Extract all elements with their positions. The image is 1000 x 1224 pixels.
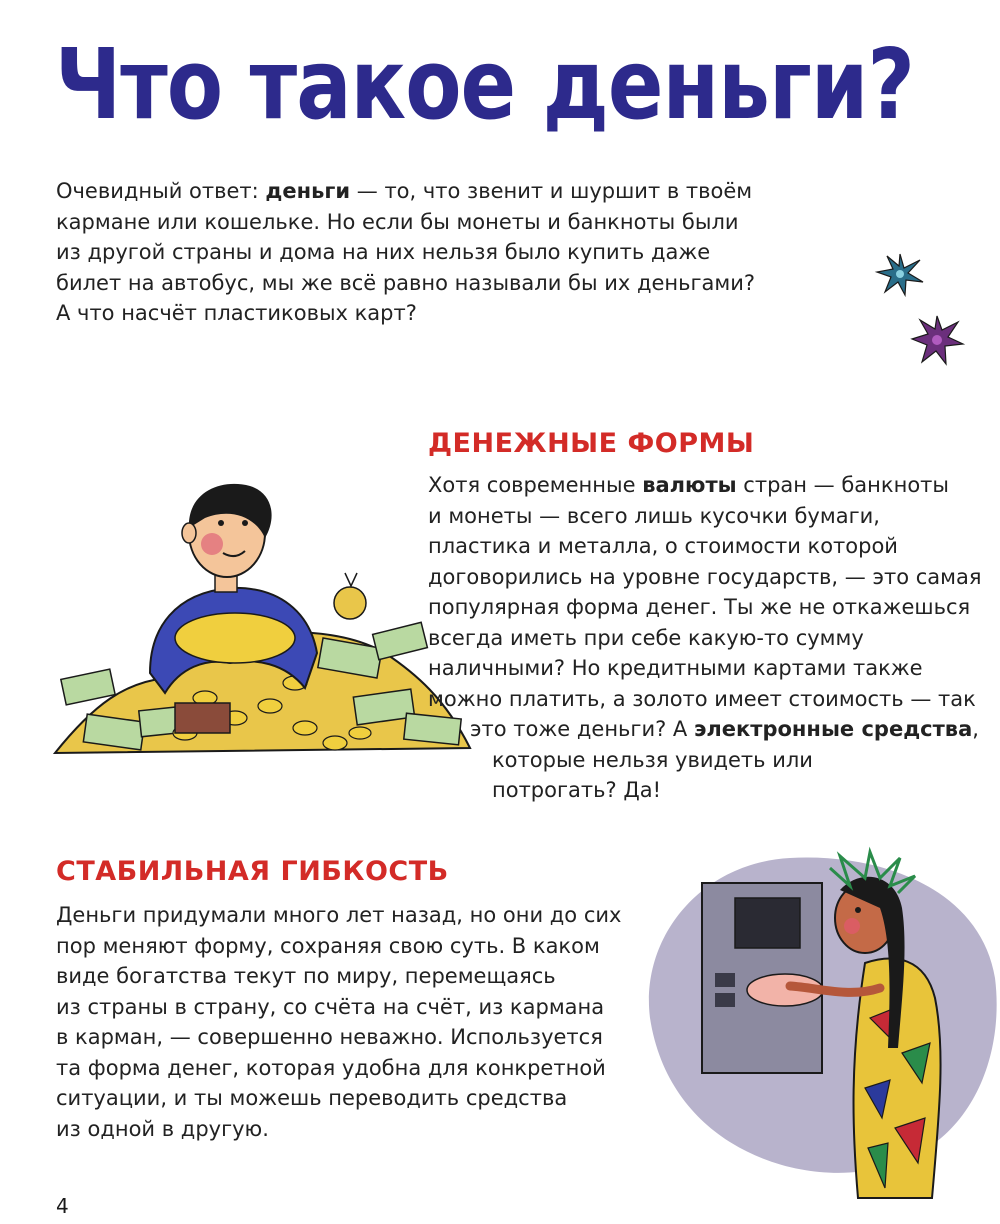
page-title: Что такое деньги? [55, 29, 914, 142]
intro-line: А что насчёт пластиковых карт? [56, 301, 417, 325]
section1-line: можно платить, а золото имеет стоимость — так [428, 686, 976, 711]
woman-at-atm-illustration [640, 848, 1000, 1218]
purple-star-icon [910, 314, 965, 366]
section2-line: та форма денег, которая удобна для конкретной [56, 1055, 606, 1080]
section1-line-1: Хотя современные валюты стран — банкноты [428, 473, 949, 497]
section2-line: виде богатства текут по миру, перемещаясь [56, 964, 556, 988]
boy-with-money-illustration [55, 478, 475, 768]
section2-line: пор меняют форму, сохраняя свою суть. В каком [56, 933, 600, 958]
section1-line-11: потрогать? Да! [492, 778, 662, 802]
page-number: 4 [56, 1194, 69, 1218]
section-heading-money-forms: ДЕНЕЖНЫЕ ФОРМЫ [428, 428, 755, 459]
section2-paragraph [56, 900, 621, 1144]
section1-line: наличными? Но кредитными картами также [428, 656, 923, 680]
section1-line-10: которые нельзя увидеть или [492, 747, 813, 772]
section1-line: всегда иметь при себе какую-то сумму [428, 625, 864, 650]
intro-line: из другой страны и дома на них нельзя было купить даже [56, 240, 711, 264]
section1-line: договорились на уровне государств, — это самая [428, 564, 982, 589]
section1-line: популярная форма денег. Ты же не откажешься [428, 595, 971, 619]
section2-line: в карман, — совершенно неважно. Используется [56, 1025, 603, 1049]
section1-paragraph [428, 470, 982, 806]
intro-line: кармане или кошельке. Но если бы монеты и банкноты были [56, 209, 739, 234]
section2-line: из одной в другую. [56, 1116, 269, 1141]
intro-paragraph [56, 176, 755, 329]
section1-line: и монеты — всего лишь кусочки бумаги, [428, 503, 880, 528]
intro-line: билет на автобус, мы же всё равно называли бы их деньгами? [56, 270, 756, 295]
teal-star-icon [875, 252, 925, 297]
section-heading-stable-flexibility: СТАБИЛЬНАЯ ГИБКОСТЬ [56, 856, 449, 887]
section2-line: из страны в страну, со счёта на счёт, из кармана [56, 994, 605, 1019]
intro-line-1: Очевидный ответ: деньги — то, что звенит и шуршит в твоём [56, 179, 753, 203]
section1-line: пластика и металла, о стоимости которой [428, 534, 898, 558]
section2-line: ситуации, и ты можешь переводить средства [56, 1086, 568, 1110]
section1-line-9: это тоже деньги? А электронные средства, [470, 717, 979, 741]
section2-line: Деньги придумали много лет назад, но они до сих [56, 903, 622, 927]
